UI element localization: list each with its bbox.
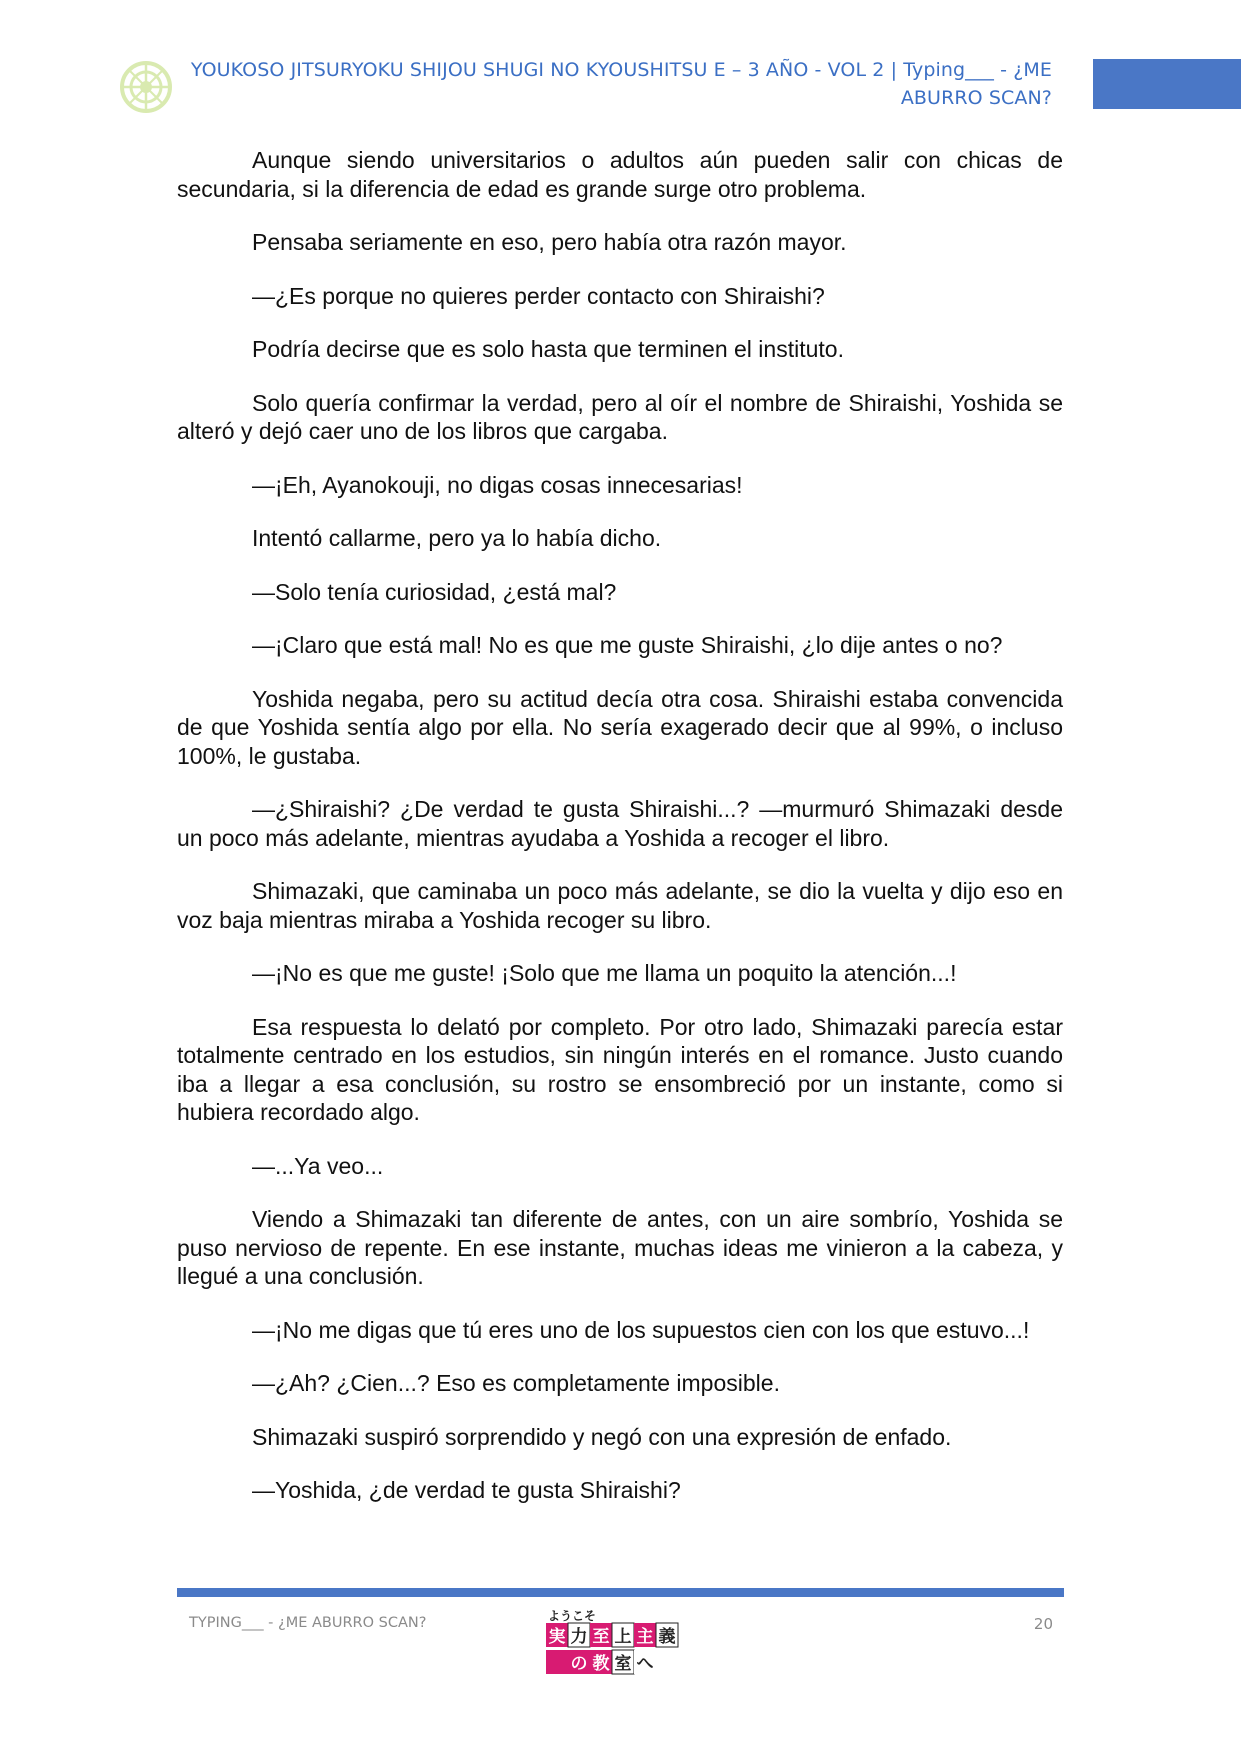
logo-char: 教 <box>592 1654 610 1674</box>
paragraph: Esa respuesta lo delató por completo. Por otro lado, Shimazaki parecía estar totalmente centrado en los estudios, sin ningún interés en el romance. Justo cuando iba a llegar a esa conclusión, su rostro se ensombreció por un instante, como si hubiera recordado algo. <box>177 1013 1063 1125</box>
header-title-line2: ABURRO SCAN? <box>900 87 1052 109</box>
series-logo <box>546 1606 696 1678</box>
paragraph: —¿Es porque no quieres perder contacto con Shiraishi? <box>252 282 825 309</box>
paragraph: —¡No me digas que tú eres uno de los supuestos cien con los que estuvo...! <box>252 1316 1030 1343</box>
paragraph: Solo quería confirmar la verdad, pero al oír el nombre de Shiraishi, Yoshida se alteró y dejó caer uno de los libros que cargaba. <box>177 389 1063 444</box>
logo-char: 力 <box>570 1627 588 1647</box>
logo-char: 実 <box>548 1627 566 1647</box>
paragraph: —¿Ah? ¿Cien...? Eso es completamente imposible. <box>252 1370 780 1396</box>
logo-char: へ <box>636 1654 654 1674</box>
header-title-line1: YOUKOSO JITSURYOKU SHIJOU SHUGI NO KYOUSHITSU E – 3 AÑO - VOL 2 | Typing___ - ¿ME <box>190 59 1052 81</box>
logo-char: 室 <box>614 1654 632 1674</box>
paragraph: —¡No es que me guste! ¡Solo que me llama un poquito la atención...! <box>252 960 957 986</box>
logo-char: 主 <box>636 1627 654 1647</box>
paragraph: Shimazaki, que caminaba un poco más adelante, se dio la vuelta y dijo eso en voz baja mientras miraba a Yoshida recoger su libro. <box>177 878 1063 933</box>
paragraph: —Solo tenía curiosidad, ¿está mal? <box>252 578 617 605</box>
compass-circle-icon <box>119 60 173 114</box>
header-title <box>190 56 1052 112</box>
paragraph: —¿Shiraishi? ¿De verdad te gusta Shiraishi...? —murmuró Shimazaki desde un poco más adelante, mientras ayudaba a Yoshida a recoger el libro. <box>177 796 1063 851</box>
page-body <box>177 146 1063 1530</box>
paragraph: Viendo a Shimazaki tan diferente de antes, con un aire sombrío, Yoshida se puso nervioso de repente. En ese instante, muchas ideas me vinieron a la cabeza, y llegué a una conclusión. <box>177 1206 1063 1289</box>
paragraph: —¡Eh, Ayanokouji, no digas cosas innecesarias! <box>252 471 743 498</box>
header-accent-bar <box>1093 59 1241 109</box>
logo-line1 <box>546 1623 678 1647</box>
logo-kana: ようこそ <box>548 1609 597 1623</box>
paragraph: Yoshida negaba, pero su actitud decía otra cosa. Shiraishi estaba convencida de que Yoshida sentía algo por ella. No sería exagerado decir que al 99%, o incluso 100%, le gustaba. <box>177 685 1063 769</box>
paragraph: —...Ya veo... <box>252 1152 384 1179</box>
logo-char: 義 <box>658 1627 676 1647</box>
paragraph: —¡Claro que está mal! No es que me guste Shiraishi, ¿lo dije antes o no? <box>252 632 1003 658</box>
paragraph: Aunque siendo universitarios o adultos aún pueden salir con chicas de secundaria, si la diferencia de edad es grande surge otro problema. <box>177 147 1063 202</box>
paragraph: Intentó callarme, pero ya lo había dicho. <box>252 525 662 551</box>
paragraph: —Yoshida, ¿de verdad te gusta Shiraishi? <box>252 1477 681 1503</box>
footer-divider <box>177 1588 1064 1597</box>
paragraph: Pensaba seriamente en eso, pero había otra razón mayor. <box>252 229 847 255</box>
logo-char: 至 <box>592 1627 610 1647</box>
logo-char: の <box>570 1654 588 1674</box>
paragraph: Podría decirse que es solo hasta que terminen el instituto. <box>252 336 844 362</box>
paragraph: Shimazaki suspiró sorprendido y negó con una expresión de enfado. <box>252 1423 952 1450</box>
page-number: 20 <box>1033 1615 1053 1633</box>
logo-line2 <box>546 1650 656 1674</box>
footer-credit: TYPING___ - ¿ME ABURRO SCAN? <box>189 1615 427 1631</box>
logo-char: 上 <box>614 1627 632 1647</box>
